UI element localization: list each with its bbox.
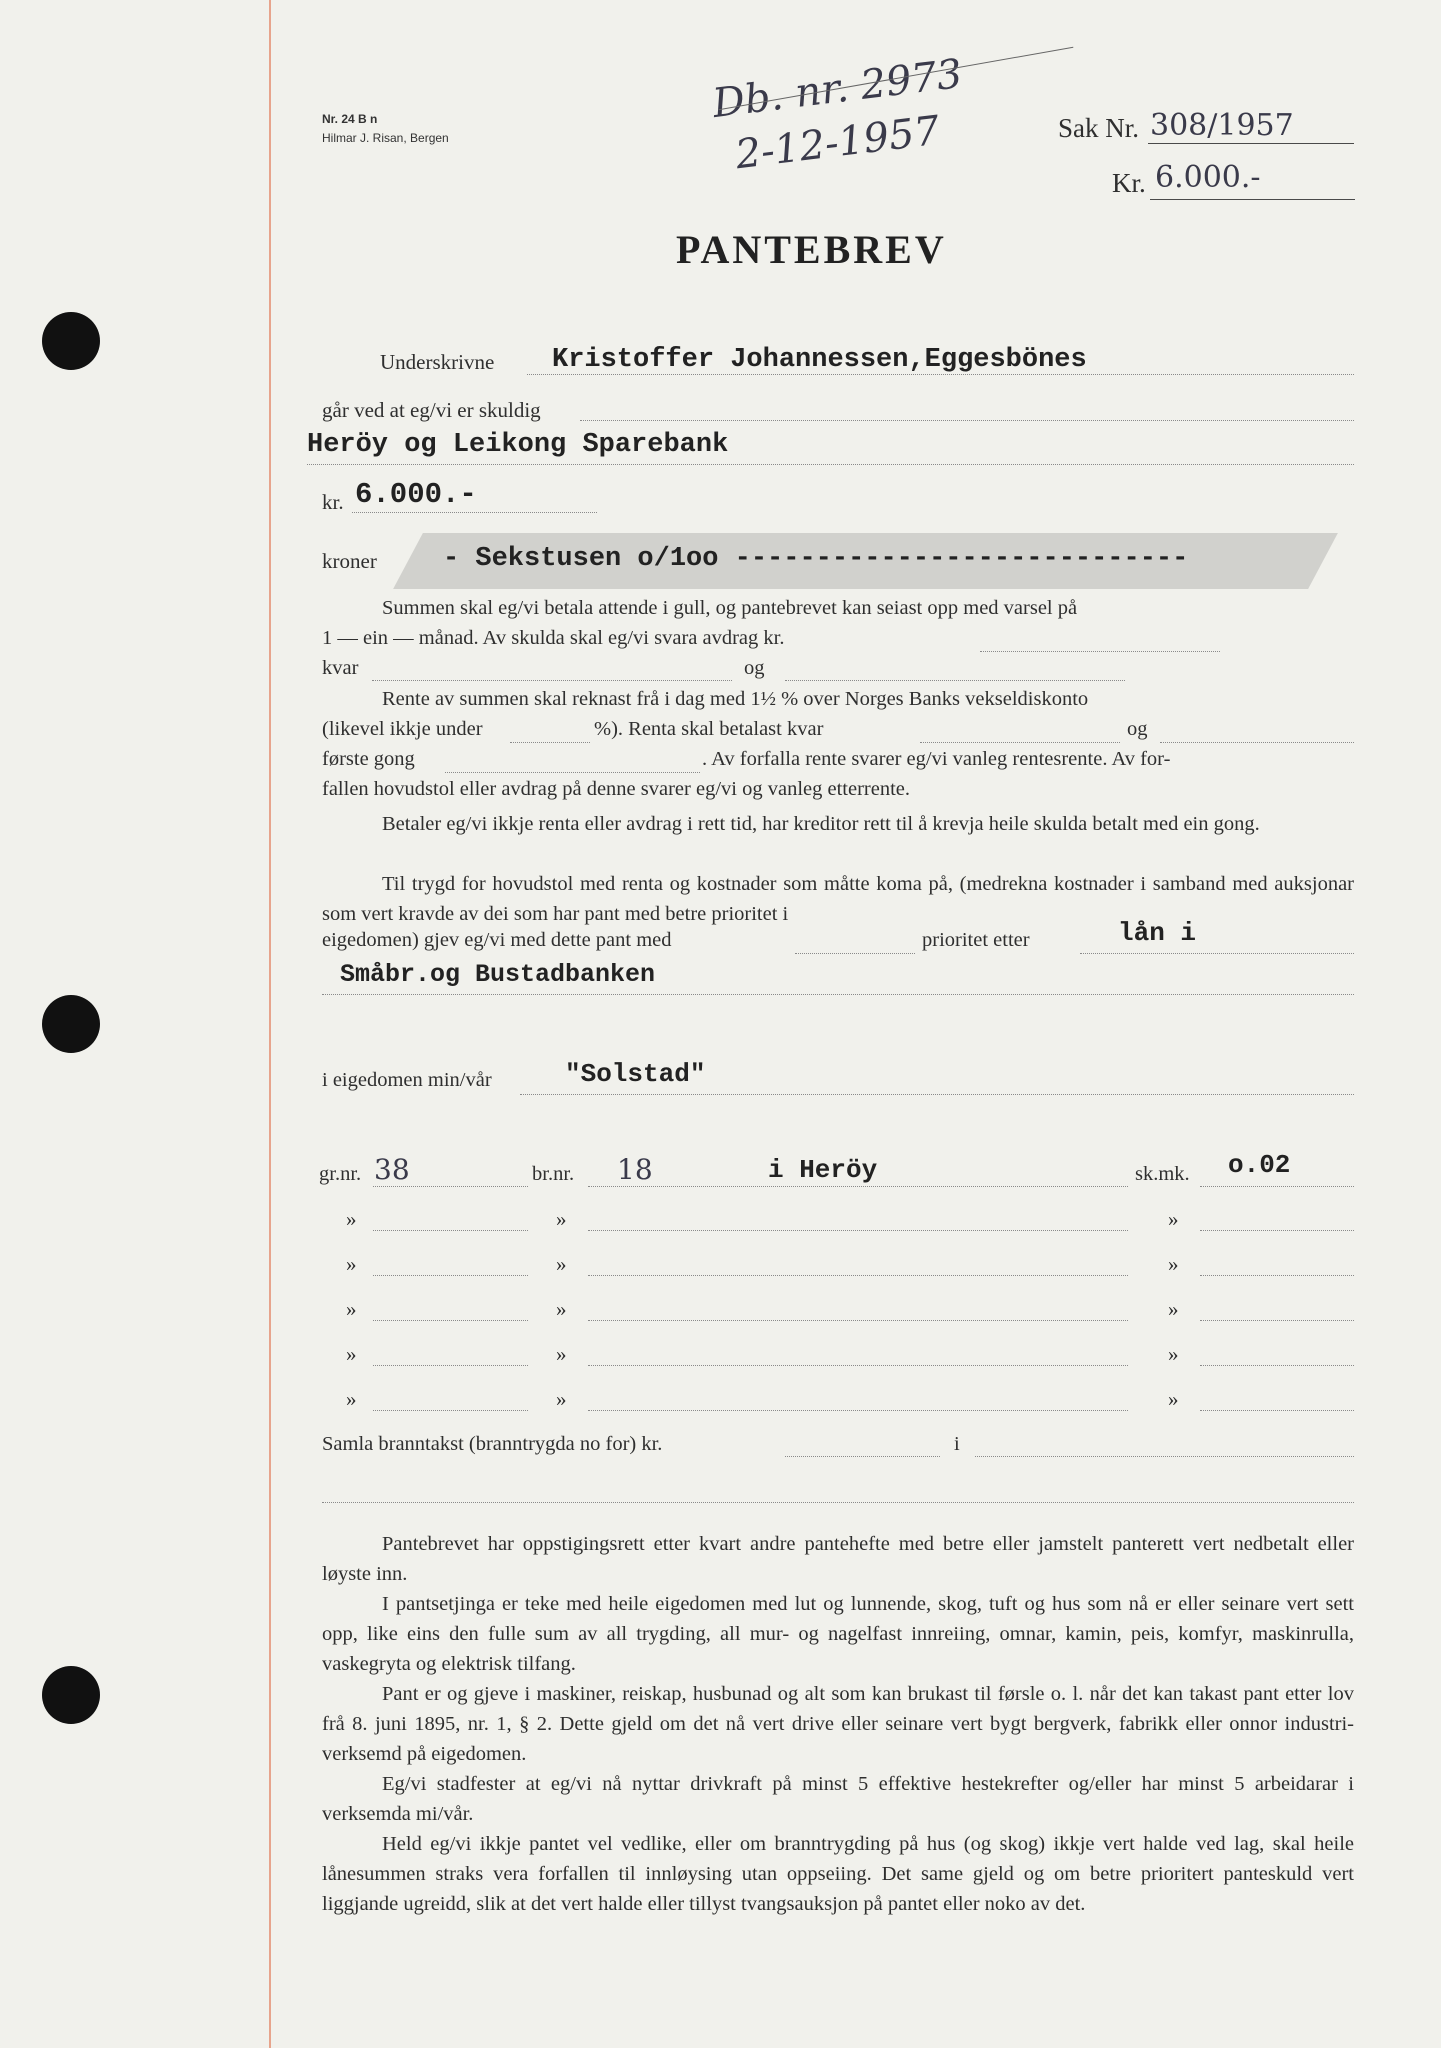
amount-figures: 6.000.- xyxy=(355,478,477,511)
terms-line-5b: . Av forfalla rente svarer eg/vi vanleg rentesrente. Av for- xyxy=(702,748,1171,770)
terms-kvar: kvar xyxy=(322,657,359,679)
ditto-line xyxy=(373,1410,528,1411)
kvar-line xyxy=(372,680,732,681)
kroner-label: kroner xyxy=(322,549,377,573)
pledge-priority-text: eigedomen) gjev eg/vi med dette pant med xyxy=(322,929,672,951)
prior-lender-line xyxy=(322,994,1354,995)
installment-line xyxy=(980,651,1220,652)
ditto-mark: » xyxy=(346,1252,357,1276)
amount-label: kr. xyxy=(322,490,344,514)
ditto-mark: » xyxy=(346,1387,357,1411)
brnr-line xyxy=(588,1186,1128,1187)
min-rate-line xyxy=(510,742,590,743)
fire-insurance-i: i xyxy=(954,1433,960,1455)
punch-hole xyxy=(42,995,100,1053)
ditto-line xyxy=(1200,1275,1354,1276)
prior-line xyxy=(1080,953,1354,954)
printer-name: Hilmar J. Risan, Bergen xyxy=(322,131,449,145)
priority-line xyxy=(795,953,915,954)
terms-og: og xyxy=(744,657,765,679)
interest-period-line xyxy=(920,742,1120,743)
ditto-line xyxy=(588,1410,1128,1411)
prior-lender: Småbr.og Bustadbanken xyxy=(340,960,656,989)
case-number-label: Sak Nr. xyxy=(1058,113,1139,143)
condition-paragraph: Held eg/vi ikkje pantet vel vedlike, eller om branntrygding på hus (og skog) ikkje vert halde ved lag, skal heile lånesummen straks vera forfallen til innløysing utan oppseiing. Det same gjeld og om betre prioritert panteskuld vert liggjande ugreidd, slik at det vert halde eller tillyst tvangsauksjon på pantet eller noko av det. xyxy=(322,1833,1354,1915)
page-title: PANTEBREV xyxy=(676,227,947,272)
ditto-mark: » xyxy=(346,1342,357,1366)
condition-paragraph: Pantebrevet har oppstigingsrett etter kvart andre pantehefte med betre eller jamstelt panterett vert nedbetalt eller løyste inn. xyxy=(322,1533,1354,1585)
terms-line-4b: %). Renta skal betalast kvar xyxy=(594,718,824,740)
creditor-line xyxy=(307,464,1354,465)
debtor-line xyxy=(527,374,1354,375)
condition-paragraph: Eg/vi stadfester at eg/vi nå nyttar drivkraft på minst 5 effektive hestekrefter og/eller har minst 5 arbeidarar i verksemda mi/vår. xyxy=(322,1773,1354,1825)
case-amount-label: Kr. xyxy=(1112,168,1146,198)
skmk-line xyxy=(1200,1186,1354,1187)
terms-paragraph-2: Betaler eg/vi ikkje renta eller avdrag i rett tid, har kreditor rett til å krevja heile skulda betalt med ein gong. xyxy=(382,813,1260,835)
terms-line-2: 1 — ein — månad. Av skulda skal eg/vi svara avdrag kr. xyxy=(322,627,785,649)
fire-insurance-line-2 xyxy=(322,1502,1354,1503)
first-payment-line xyxy=(445,772,700,773)
ditto-line xyxy=(588,1365,1128,1366)
brnr-value: 18 xyxy=(617,1153,653,1186)
fire-insurance-company-line xyxy=(975,1456,1354,1457)
ditto-mark: » xyxy=(556,1387,567,1411)
ditto-line xyxy=(373,1275,528,1276)
ditto-mark: » xyxy=(1168,1252,1179,1276)
property-label: i eigedomen min/vår xyxy=(322,1069,492,1091)
terms-line-1: Summen skal eg/vi betala attende i gull, og pantebrevet kan seiast opp med varsel på xyxy=(382,597,1078,619)
ditto-line xyxy=(1200,1230,1354,1231)
skmk-value: o.02 xyxy=(1228,1150,1291,1180)
ditto-mark: » xyxy=(1168,1297,1179,1321)
case-amount-line xyxy=(1150,199,1355,200)
ditto-line xyxy=(373,1320,528,1321)
terms-line-4a: (likevel ikkje under xyxy=(322,718,483,740)
interest-period-line-2 xyxy=(1160,742,1354,743)
amount-words: - Sekstusen o/1oo ---------------------------- xyxy=(443,544,1189,574)
grnr-value: 38 xyxy=(374,1153,410,1186)
ditto-mark: » xyxy=(556,1207,567,1231)
condition-paragraph: Pant er og gjeve i maskiner, reiskap, husbunad og alt som kan brukast til førsle o. l. når det kan takast pant etter lov frå 8. juni 1895, nr. 1, § 2. Dette gjeld om det nå vert drive eller seinare vert bygt bergverk, fabrikk eller onnor industri-verksemd på eigedomen. xyxy=(322,1683,1354,1765)
ditto-mark: » xyxy=(556,1252,567,1276)
debtor-label: Underskrivne xyxy=(380,350,495,374)
terms-line-3: Rente av summen skal reknast frå i dag med 1½ % over Norges Banks vekseldiskonto xyxy=(382,688,1089,710)
record-date: 2-12-1957 xyxy=(732,107,943,179)
punch-hole xyxy=(42,312,100,370)
ditto-line xyxy=(588,1275,1128,1276)
record-number: Db. nr. 2973 xyxy=(710,50,965,128)
ditto-mark: » xyxy=(346,1207,357,1231)
ditto-line xyxy=(373,1230,528,1231)
ditto-line xyxy=(1200,1320,1354,1321)
terms-line-6: fallen hovudstol eller avdrag på denne svarer eg/vi og vanleg etterrente. xyxy=(322,778,910,800)
condition-paragraph: I pantsetjinga er teke med heile eigedomen med lut og lunnende, skog, tuft og hus som nå er eller seinare vert sett opp, like eins den fulle sum av all trygding, all mur- og nagelfast innreiing, omnar, kamin, peis, komfyr, maskinrulla, vaskegryta og elektrisk tilfang. xyxy=(322,1593,1354,1675)
grnr-line xyxy=(373,1186,528,1187)
case-amount: 6.000.- xyxy=(1155,160,1261,195)
debtor-name: Kristoffer Johannessen,Eggesbönes xyxy=(552,345,1087,375)
og-line xyxy=(785,680,1125,681)
municipality: i Heröy xyxy=(768,1155,878,1185)
terms-line-5a: første gong xyxy=(322,748,415,770)
margin-line xyxy=(269,0,271,2048)
ditto-line xyxy=(588,1320,1128,1321)
property-name: "Solstad" xyxy=(565,1059,706,1089)
ditto-mark: » xyxy=(346,1297,357,1321)
ditto-mark: » xyxy=(1168,1207,1179,1231)
prior-loan: lån i xyxy=(1118,918,1197,948)
ditto-mark: » xyxy=(556,1297,567,1321)
case-number: 308/1957 xyxy=(1150,108,1294,143)
terms-paragraph-3: Til trygd for hovudstol med renta og kostnader som måtte koma på, (medrekna kostnader i samband med auksjonar som vert kravde av dei som har pant med betre prioritet i xyxy=(322,873,1354,925)
brnr-label: br.nr. xyxy=(532,1163,575,1185)
ditto-line xyxy=(1200,1410,1354,1411)
ditto-mark: » xyxy=(556,1342,567,1366)
creditor-name: Heröy og Leikong Sparebank xyxy=(307,430,729,460)
terms-line-4c: og xyxy=(1127,718,1148,740)
ditto-line xyxy=(373,1365,528,1366)
property-line xyxy=(520,1094,1354,1095)
form-number: Nr. 24 B n xyxy=(322,112,378,126)
skmk-label: sk.mk. xyxy=(1135,1163,1190,1185)
ditto-mark: » xyxy=(1168,1387,1179,1411)
owes-text: går ved at eg/vi er skuldig xyxy=(322,398,541,422)
punch-hole xyxy=(42,1666,100,1724)
amount-line xyxy=(352,512,597,513)
ditto-line xyxy=(1200,1365,1354,1366)
owes-line xyxy=(580,420,1354,421)
grnr-label: gr.nr. xyxy=(319,1163,362,1185)
case-number-line xyxy=(1148,143,1354,144)
prior-to-text: prioritet etter xyxy=(922,929,1030,951)
fire-insurance-amount-line xyxy=(785,1456,940,1457)
ditto-mark: » xyxy=(1168,1342,1179,1366)
fire-insurance-label: Samla branntakst (branntrygda no for) kr. xyxy=(322,1433,663,1455)
ditto-line xyxy=(588,1230,1128,1231)
